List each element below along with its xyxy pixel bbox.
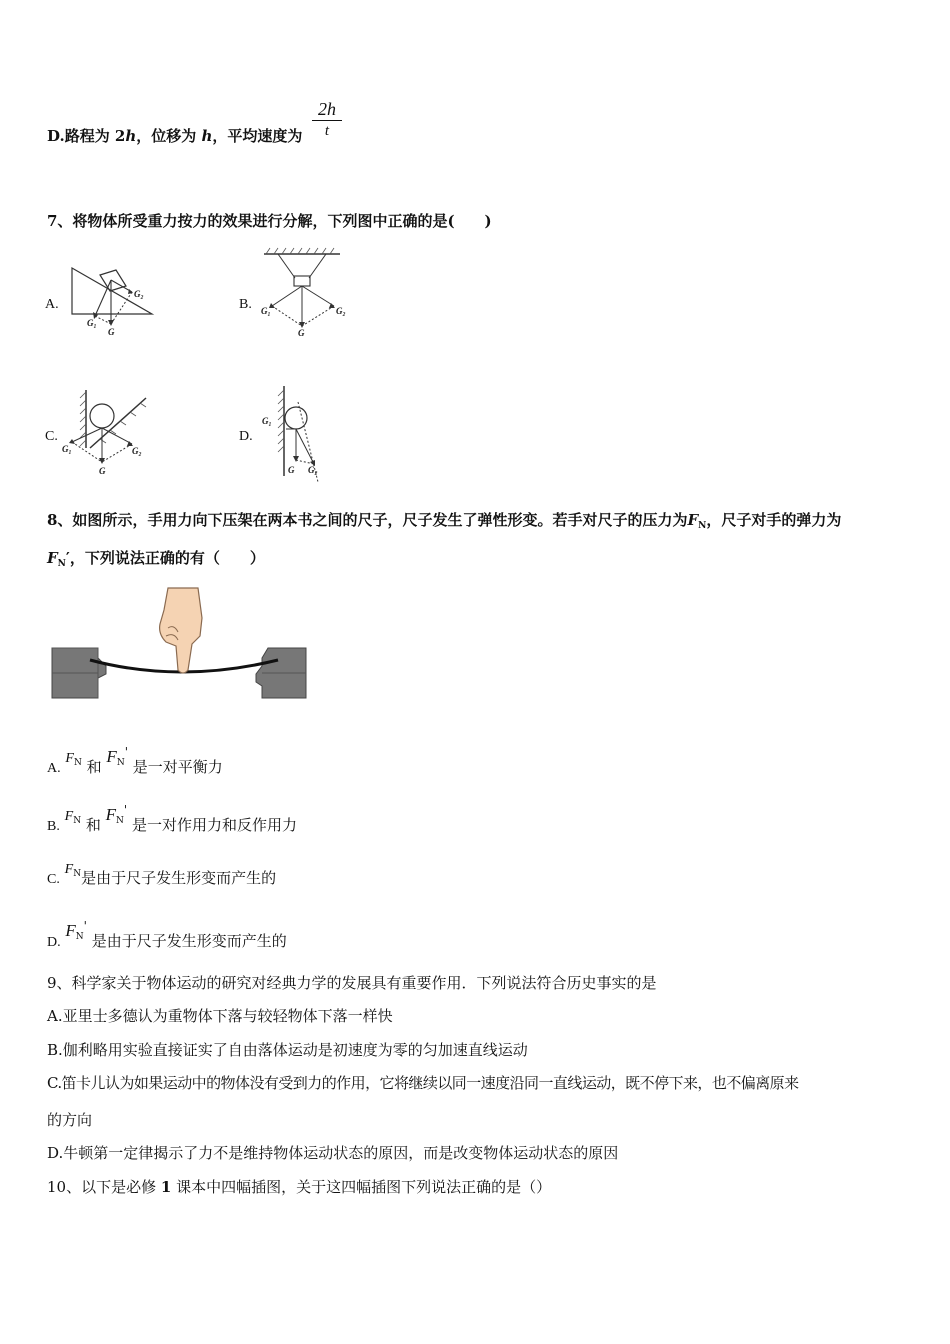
q7-option-b-label: B. [239, 297, 252, 312]
q7-figure-c [60, 388, 170, 483]
svg-text:G₂: G₂ [132, 446, 142, 456]
q8-option-b: B. $F_N$ 和 $F_N'$ 是一对作用力和反作用力 [47, 803, 298, 834]
q6-option-d: D.路程为 2h，位移为 h，平均速度为 [47, 127, 303, 145]
q7-figure-a [68, 260, 168, 340]
fraction-numerator: 2h [312, 98, 342, 121]
q9-option-b: B.伽利略用实验直接证实了自由落体运动是初速度为零的匀加速直线运动 [47, 1041, 528, 1059]
average-velocity-fraction [312, 98, 342, 141]
q9-option-c-line2: 的方向 [47, 1111, 93, 1129]
q8-option-d: D. $F_N'$ 是由于尺子发生形变而产生的 [47, 919, 287, 950]
q10-stem: 10、以下是必修 1 课本中四幅插图，关于这四幅插图下列说法正确的是（） [47, 1178, 552, 1196]
q8-option-a: A. $F_N$ 和 $F_N'$ 是一对平衡力 [47, 745, 223, 776]
label-g1: G₁ [87, 318, 97, 328]
q7-stem: 7、将物体所受重力按力的效果进行分解，下列图中正确的是( ) [47, 212, 492, 230]
label-g2: G₂ [134, 289, 144, 299]
q7-option-a-label: A. [45, 297, 59, 312]
svg-text:G: G [288, 465, 295, 475]
q7-figure-d [258, 384, 348, 484]
q9-option-d: D.牛顿第一定律揭示了力不是维持物体运动状态的原因，而是改变物体运动状态的原因 [47, 1144, 619, 1162]
q9-stem: 9、科学家关于物体运动的研究对经典力学的发展具有重要作用．下列说法符合历史事实的是 [47, 974, 657, 992]
q9-option-c-line1: C.笛卡儿认为如果运动中的物体没有受到力的作用，它将继续以同一速度沿同一直线运动，既不停下来，也不偏离原来 [47, 1074, 799, 1092]
hand-pressing-ruler-figure [50, 588, 310, 708]
svg-text:G: G [298, 328, 305, 338]
label-g: G [108, 327, 115, 337]
q6-option-d-label: D. [47, 127, 65, 145]
svg-text:G₁: G₁ [262, 416, 272, 426]
q9-option-a: A.亚里士多德认为重物体下落与较轻物体下落一样快 [47, 1007, 393, 1025]
q7-option-d-label: D. [239, 429, 253, 444]
svg-text:G₂: G₂ [308, 465, 318, 475]
q7-figure-b [258, 248, 358, 338]
q8-option-c: C. $F_N$是由于尺子发生形变而产生的 [47, 862, 277, 887]
fraction-denominator: t [324, 123, 330, 139]
q8-stem-line2: $F_N'$，下列说法正确的有（ ） [47, 549, 265, 569]
svg-text:G₁: G₁ [261, 306, 271, 316]
svg-text:G₂: G₂ [336, 306, 346, 316]
svg-text:G: G [99, 466, 106, 476]
q8-stem-line1: 8、如图所示，手用力向下压架在两本书之间的尺子，尺子发生了弹性形变。若手对尺子的压力为$F_N$，尺子对手的弹力为 [47, 511, 842, 531]
svg-text:G₁: G₁ [62, 444, 72, 454]
q7-option-c-label: C. [45, 429, 58, 444]
